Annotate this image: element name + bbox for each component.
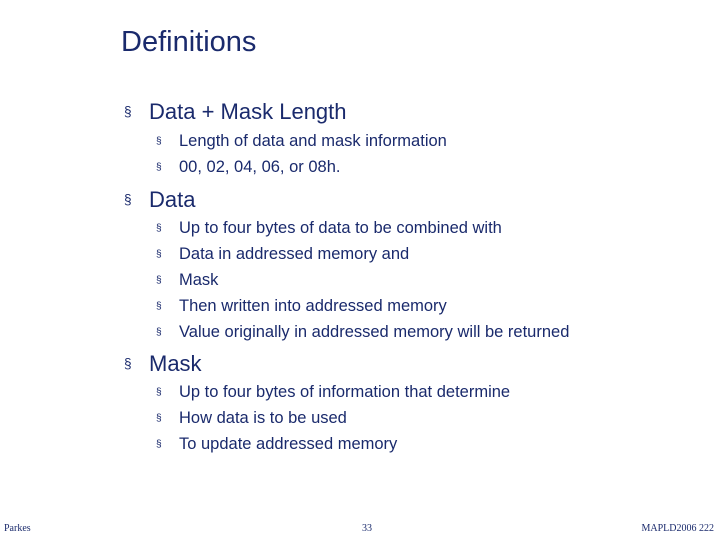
list-item-text: To update addressed memory	[179, 435, 398, 453]
list-item: § Up to four bytes of information that determine	[156, 383, 511, 401]
list-item-text: Up to four bytes of information that determine	[179, 383, 511, 401]
list-item: § Then written into addressed memory	[156, 297, 447, 315]
list-item: § How data is to be used	[156, 409, 347, 427]
list-item: § Up to four bytes of data to be combined with	[156, 219, 502, 237]
list-item-text: Up to four bytes of data to be combined with	[179, 219, 502, 237]
section-heading-text: Data	[149, 187, 196, 212]
section-heading-text: Mask	[149, 351, 202, 376]
list-item: § Mask	[156, 271, 219, 289]
section-heading: § Data + Mask Length	[124, 99, 347, 124]
list-item-text: Value originally in addressed memory will be returned	[179, 323, 570, 341]
section-heading: § Mask	[124, 351, 202, 376]
list-item-text: How data is to be used	[179, 409, 347, 427]
list-item: § 00, 02, 04, 06, or 08h.	[156, 158, 341, 176]
list-item: § Length of data and mask information	[156, 132, 447, 150]
list-item-text: Mask	[179, 271, 219, 289]
footer-reference: MAPLD2006 222	[641, 523, 714, 534]
list-item-text: Length of data and mask information	[179, 132, 447, 150]
list-item: § To update addressed memory	[156, 435, 398, 453]
list-item-text: Then written into addressed memory	[179, 297, 447, 315]
section-heading: § Data	[124, 187, 196, 212]
footer-author: Parkes	[4, 523, 31, 534]
slide-title: Definitions	[121, 26, 257, 58]
list-item: § Value originally in addressed memory will be returned	[156, 323, 570, 341]
section-heading-text: Data + Mask Length	[149, 99, 347, 124]
page-number: 33	[362, 523, 372, 534]
list-item-text: 00, 02, 04, 06, or 08h.	[179, 158, 341, 176]
list-item-text: Data in addressed memory and	[179, 245, 410, 263]
list-item: § Data in addressed memory and	[156, 245, 410, 263]
